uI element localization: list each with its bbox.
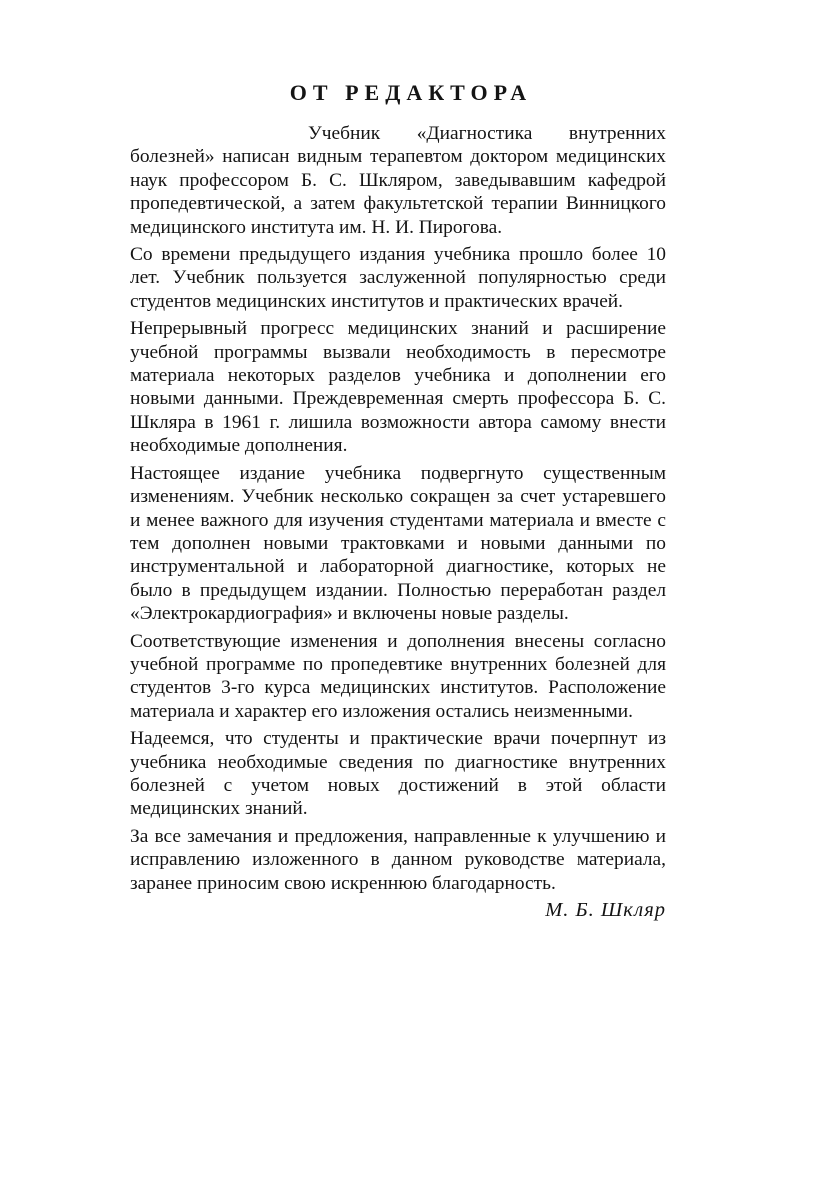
author-signature: М. Б. Шкляр — [545, 899, 666, 921]
paragraph-7: За все замечания и предложения, направленные к улучшению и исправлению изложенного в данном руководстве материала, заранее приносим свою искреннюю благодарность. — [130, 825, 666, 894]
paragraph-5: Соответствующие изменения и дополнения внесены согласно учебной программе по пропедевтике внутренних болезней для студентов 3-го курса медицинских институтов. Расположение материала и характер его изложения остались неизменными. — [130, 630, 666, 722]
paragraph-2: Со времени предыдущего издания учебника прошло более 10 лет. Учебник пользуется заслуженной популярностью среди студентов медицинских институтов и практических врачей. — [130, 244, 666, 312]
document-page — [130, 80, 666, 922]
paragraph-1: Учебник «Диагностика внутренних болезней» написан видным терапевтом доктором медицинских наук профессором Б. С. Шкляром, заведывавшим кафедрой пропедевтической, а затем факультетской терапии Винницкого медицинского института им. Н. И. Пирогова. — [130, 123, 666, 238]
paragraph-3: Непрерывный прогресс медицинских знаний и расширение учебной программы вызвали необходимость в пересмотре материала некоторых разделов учебника и дополнении его новыми данными. Преждевременная смерть профессора Б. С. Шкляра в 1961 г. лишила возможности автора самому внести необходимые дополнения. — [130, 318, 666, 457]
paragraph-6: Надеемся, что студенты и практические врачи почерпнут из учебника необходимые сведения по диагностике внутренних болезней с учетом новых достижений в этой области медицинских знаний. — [130, 728, 666, 820]
paragraph-4: Настоящее издание учебника подвергнуто существенным изменениям. Учебник несколько сокращен за счет устаревшего и менее важного для изучения студентами материала и вместе с тем дополнен новыми трактовками и новыми данными по инструментальной и лабораторной диагностике, которых не было в предыдущем издании. Полностью переработан раздел «Электрокардиография» и включены новые разделы. — [130, 462, 666, 625]
page-title: ОТ РЕДАКТОРА — [289, 80, 533, 105]
